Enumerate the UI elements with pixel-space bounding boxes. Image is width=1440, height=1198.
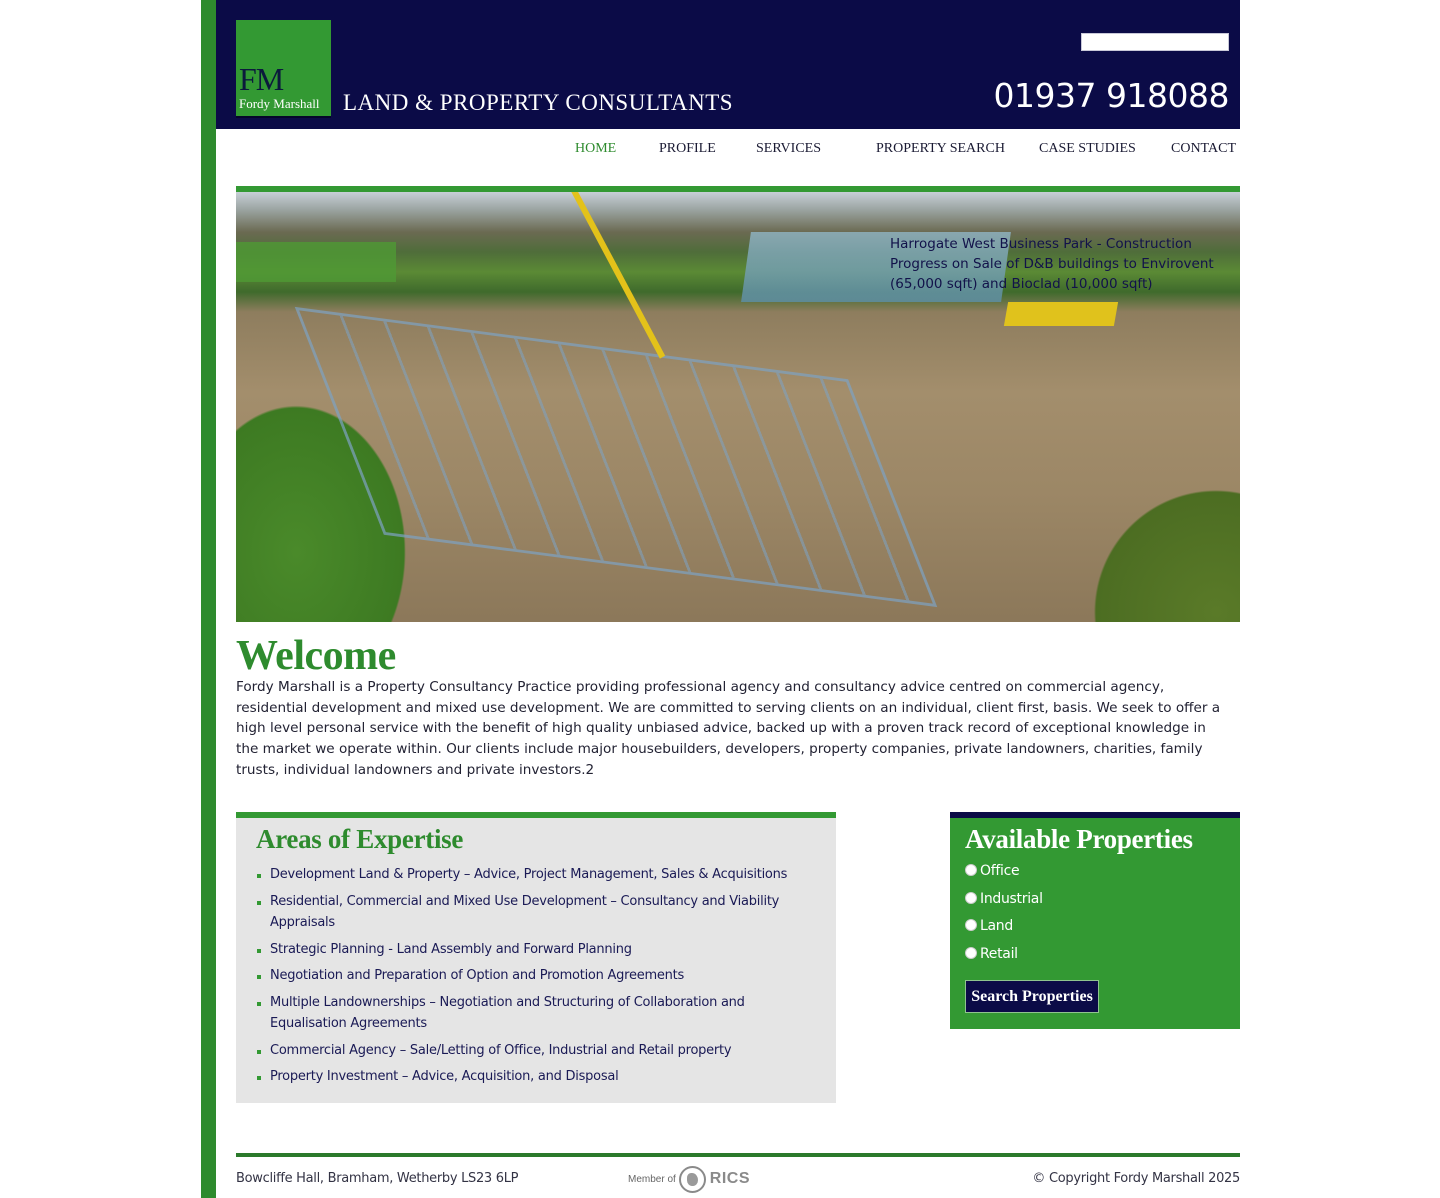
- rics-member-badge[interactable]: [628, 1164, 750, 1194]
- logo-name: Fordy Marshall: [239, 96, 320, 111]
- radio-button[interactable]: [965, 947, 977, 959]
- radio-land[interactable]: [965, 917, 1013, 935]
- radio-button[interactable]: [965, 892, 977, 904]
- rics-member-text: Member of: [628, 1173, 676, 1185]
- available-properties-panel: [950, 812, 1240, 1029]
- rics-logo-text: RICS: [709, 1170, 751, 1187]
- search-properties-button[interactable]: Search Properties: [965, 980, 1099, 1013]
- nav-profile[interactable]: PROFILE: [659, 141, 716, 156]
- hero-slideshow[interactable]: [236, 186, 1240, 622]
- logo[interactable]: [236, 20, 331, 116]
- logo-initials: FM: [239, 61, 284, 97]
- footer-address: Bowcliffe Hall, Bramham, Wetherby LS23 6LP: [236, 1171, 519, 1186]
- hero-image-steel-frame: [295, 307, 938, 607]
- hero-image-crane: [566, 186, 665, 359]
- nav-case-studies[interactable]: CASE STUDIES: [1039, 141, 1136, 156]
- radio-label: Industrial: [980, 891, 1043, 907]
- site-search-input[interactable]: [1081, 33, 1229, 51]
- available-properties-heading: Available Properties: [965, 824, 1193, 854]
- nav-contact[interactable]: CONTACT: [1171, 141, 1236, 156]
- welcome-text: Fordy Marshall is a Property Consultancy Practice providing professional agency and consultancy advice centred on commercial agency, residential development and mixed use development. We are committed to serving clients on an individual, client first, basis. We seek to offer a high level personal service with the benefit of high quality unbiased advice, backed up with a proven track record of exceptional knowledge in the market we operate within. Our clients include major housebuilders, developers, property companies, private landowners, charities, family trusts, individual landowners and private investors.2: [236, 679, 1221, 778]
- main-nav: [0, 141, 1440, 161]
- areas-of-expertise-panel: [236, 812, 836, 1103]
- radio-label: Land: [980, 918, 1013, 934]
- expertise-heading: Areas of Expertise: [256, 824, 464, 854]
- phone-number: 01937 918088: [993, 76, 1229, 115]
- radio-industrial[interactable]: [965, 890, 1043, 908]
- hero-caption: Harrogate West Business Park - Construction Progress on Sale of D&B buildings to Envirovent (65,000 sqft) and Bioclad (10,000 sqft): [890, 236, 1214, 292]
- welcome-heading: Welcome: [236, 633, 396, 679]
- footer-divider: [236, 1153, 1240, 1157]
- nav-home[interactable]: HOME: [575, 141, 617, 156]
- radio-label: Office: [980, 863, 1020, 879]
- left-accent-bar: [201, 0, 216, 1198]
- hero-image-field: [236, 242, 396, 282]
- expertise-item: Commercial Agency – Sale/Letting of Office, Industrial and Retail property: [270, 1040, 815, 1062]
- site-header: [216, 0, 1240, 129]
- radio-button[interactable]: [965, 864, 977, 876]
- expertise-item: Property Investment – Advice, Acquisition, and Disposal: [270, 1066, 815, 1088]
- nav-property-search[interactable]: PROPERTY SEARCH: [876, 141, 1005, 156]
- hero-image-containers: [1004, 302, 1118, 326]
- nav-services[interactable]: SERVICES: [756, 141, 822, 156]
- expertise-item: Strategic Planning - Land Assembly and Forward Planning: [270, 939, 815, 961]
- radio-office[interactable]: [965, 862, 1019, 880]
- site-tagline: LAND & PROPERTY CONSULTANTS: [343, 90, 734, 115]
- radio-button[interactable]: [965, 919, 977, 931]
- radio-label: Retail: [980, 946, 1018, 962]
- expertise-item: Negotiation and Preparation of Option and Promotion Agreements: [270, 965, 815, 987]
- expertise-item: Development Land & Property – Advice, Project Management, Sales & Acquisitions: [270, 864, 815, 886]
- expertise-item: Residential, Commercial and Mixed Use Development – Consultancy and Viability Appraisals: [270, 891, 815, 934]
- expertise-item: Multiple Landownerships – Negotiation and Structuring of Collaboration and Equalisation Agreements: [270, 992, 815, 1035]
- radio-retail[interactable]: [965, 945, 1018, 963]
- expertise-list: [270, 864, 815, 1093]
- footer-copyright: © Copyright Fordy Marshall 2025: [1032, 1171, 1240, 1186]
- rics-lion-icon: [679, 1166, 706, 1193]
